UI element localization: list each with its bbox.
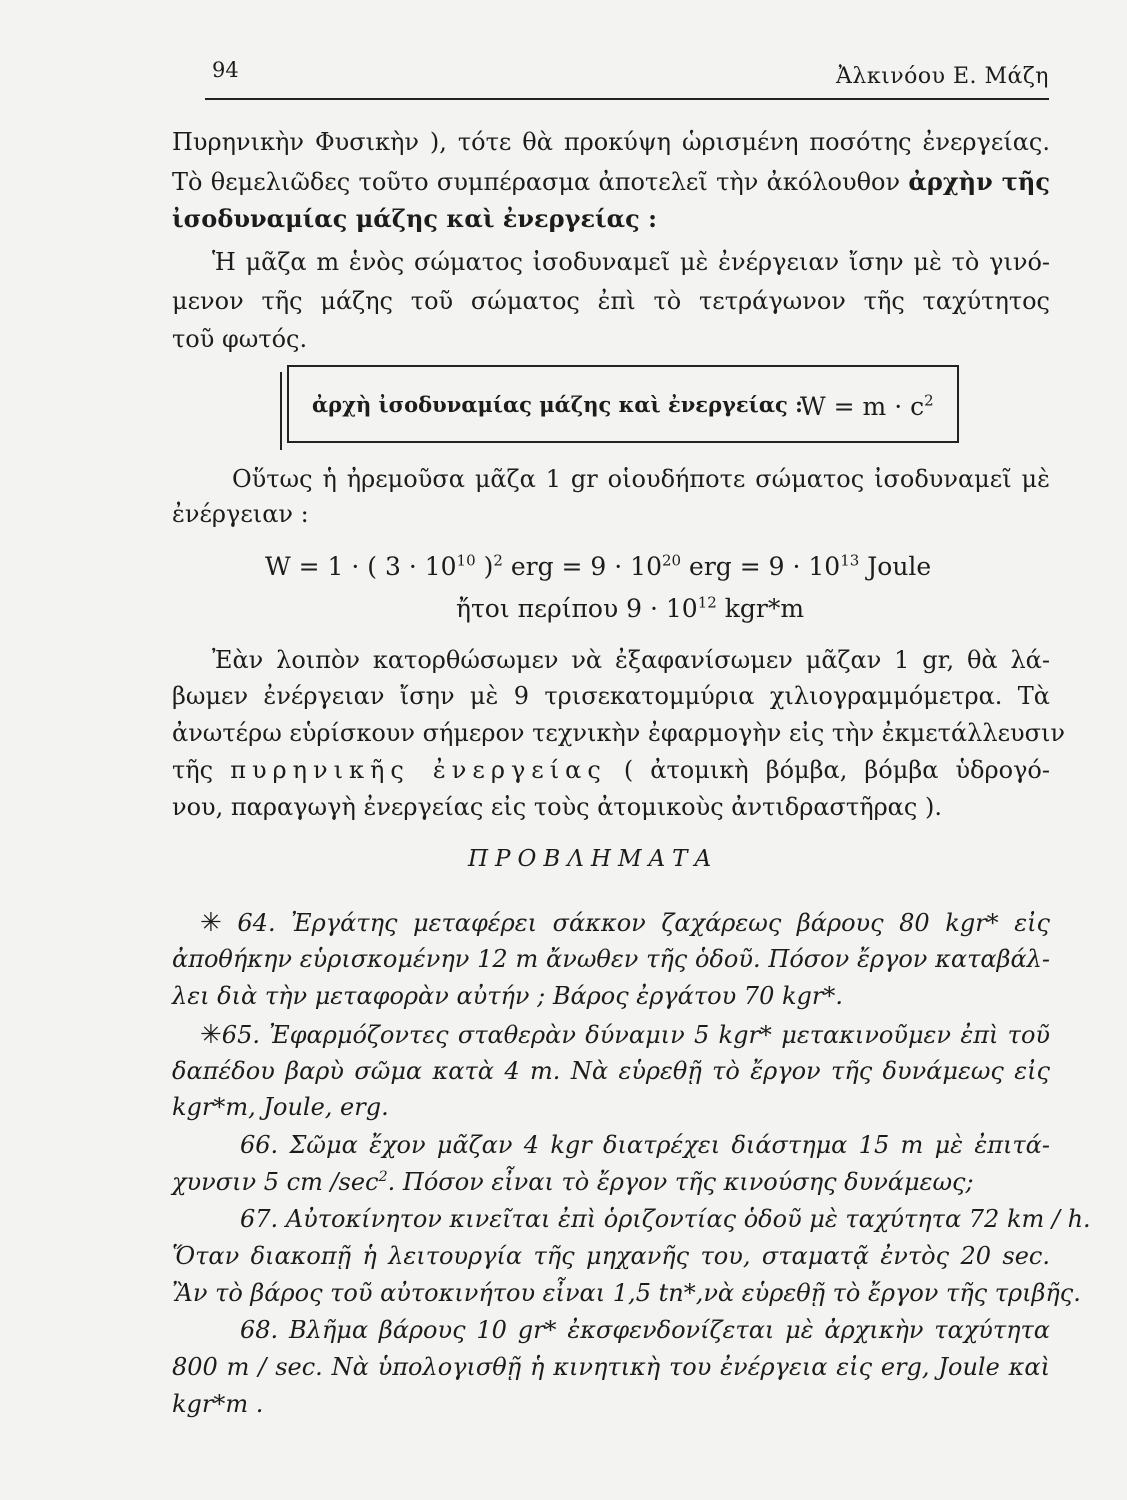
problem-68-line: 68. Βλῆμα βάρους 10 gr* ἐκσφενδονίζεται μὲ ἀρχικὴν ταχύτητα (240, 1316, 1050, 1344)
problem-66-line (172, 1168, 974, 1196)
problem-64-line: λει διὰ τὴν μεταφορὰν αὐτήν ; Βάρος ἐργάτου 70 kgr*. (172, 982, 843, 1010)
text-line: ἐνέργειαν : (172, 500, 309, 528)
text-line (172, 167, 1050, 196)
problem-67-line: 67. Αὐτοκίνητον κινεῖται ἐπὶ ὁριζοντίας ὁδοῦ μὲ ταχύτητα 72 km / h. (240, 1205, 1091, 1233)
principle-box-label: ἀρχὴ ἰσοδυναμίας μάζης καὶ ἐνεργείας : (312, 392, 803, 417)
text-line: μενον τῆς μάζης τοῦ σώματος ἐπὶ τὸ τετράγωνον τῆς ταχύτητος (172, 287, 1050, 315)
problem-text: 64. Ἐργάτης μεταφέρει σάκκον ζαχάρεως βάρους 80 kgr* εἰς (237, 909, 1050, 937)
formula-exponent: 20 (662, 551, 682, 570)
problem-67-line: Ὅταν διακοπῇ ἡ λειτουργία τῆς μηχανῆς του, σταματᾷ ἐντὸς 20 sec. (172, 1242, 1050, 1270)
principle-box-formula (800, 392, 934, 421)
problem-68-line: 800 m / sec. Νὰ ὑπολογισθῇ ἡ κινητικὴ του ἐνέργεια εἰς erg, Joule καὶ (172, 1353, 1050, 1381)
text-line: τοῦ φωτός. (172, 325, 308, 353)
formula-exponent: 12 (697, 593, 717, 612)
formula-part: erg = 9 · 10 (502, 552, 662, 581)
text-line: βωμεν ἐνέργειαν ἴσην μὲ 9 τρισεκατομμύρια χιλιογραμμόμετρα. Τὰ (172, 682, 1050, 710)
asterisk-mark-icon: ✳ (200, 908, 222, 938)
formula-exponent: 10 (456, 551, 476, 570)
text-line: Οὕτως ἡ ἠρεμοῦσα μᾶζα 1 gr οἱουδήποτε σώματος ἰσοδυναμεῖ μὲ (232, 465, 1050, 493)
running-header-author: Ἀλκινόου Ε. Μάζη (836, 64, 1049, 89)
formula-exponent: 2 (378, 1169, 388, 1185)
header-rule (205, 98, 1049, 100)
text-line: ἀνωτέρω εὑρίσκουν σήμερον τεχνικὴν ἐφαρμογὴν εἰς τὴν ἐκμετάλλευσιν (172, 719, 1065, 747)
formula-part: kgr*m (716, 594, 805, 623)
formula-part: Joule (859, 552, 932, 581)
problem-text: χυνσιν 5 cm /sec (172, 1168, 379, 1196)
problem-64-line: ἀποθήκην εὑρισκομένην 12 m ἄνωθεν τῆς ὁδοῦ. Πόσον ἔργον καταβάλ- (172, 945, 1050, 973)
problem-65-line: kgr*m, Joule, erg. (172, 1093, 389, 1121)
box-border-shadow (280, 372, 282, 450)
formula-part: ) (475, 552, 494, 581)
text-span: ( ἀτομικὴ βόμβα, βόμβα ὑδρογό- (623, 756, 1050, 784)
text-line (172, 756, 1050, 784)
principle-term: ἀρχὴν τῆς (908, 167, 1050, 196)
text-span: Τὸ θεμελιῶδες τοῦτο συμπέρασμα ἀποτελεῖ τὴν ἀκόλουθον (172, 168, 901, 196)
problem-65-line (200, 1020, 1050, 1050)
asterisk-mark-icon: ✳ (200, 1020, 222, 1050)
principle-term-line: ἰσοδυναμίας μάζης καὶ ἐνεργείας : (172, 204, 657, 233)
energy-formula (265, 552, 931, 581)
text-line: Ἡ μᾶζα m ἑνὸς σώματος ἰσοδυναμεῖ μὲ ἐνέργειαν ἴσην μὲ τὸ γινό- (212, 248, 1050, 276)
problem-64-line (200, 908, 1050, 938)
text-span: τῆς (172, 756, 214, 784)
text-line: Ἐὰν λοιπὸν κατορθώσωμεν νὰ ἐξαφανίσωμεν μᾶζαν 1 gr, θὰ λά- (212, 646, 1050, 674)
formula-part: ἤτοι περίπου 9 · 10 (456, 594, 698, 623)
text-line: νου, παραγωγὴ ἐνεργείας εἰς τοὺς ἀτομικοὺς ἀντιδραστῆρας ). (172, 793, 942, 821)
problem-text: 65. Ἐφαρμόζοντες σταθερὰν δύναμιν 5 kgr* μετακινοῦμεν ἐπὶ τοῦ (221, 1021, 1050, 1049)
formula-part: erg = 9 · 10 (681, 552, 841, 581)
problem-text: . Πόσον εἶναι τὸ ἔργον τῆς κινούσης δυνάμεως; (387, 1168, 974, 1196)
energy-formula-kgrm (456, 594, 804, 623)
formula-part: W = 1 · ( 3 · 10 (265, 552, 457, 581)
text-line: Πυρηνικὴν Φυσικὴν ), τότε θὰ προκύψη ὡρισμένη ποσότης ἐνεργείας. (172, 128, 1050, 156)
problem-67-line: Ἂν τὸ βάρος τοῦ αὐτοκινήτου εἶναι 1,5 tn*,νὰ εὑρεθῇ τὸ ἔργον τῆς τριβῆς. (172, 1279, 1081, 1307)
problem-65-line: δαπέδου βαρὺ σῶμα κατὰ 4 m. Νὰ εὑρεθῇ τὸ ἔργον τῆς δυνάμεως εἰς (172, 1057, 1050, 1085)
formula-exponent: 2 (493, 551, 503, 570)
problem-66-line: 66. Σῶμα ἔχον μᾶζαν 4 kgr διατρέχει διάστημα 15 m μὲ ἐπιτά- (240, 1131, 1050, 1159)
problems-heading: ΠΡΟΒΛΗΜΑΤΑ (468, 846, 719, 872)
formula-exponent: 13 (840, 551, 860, 570)
spaced-term: πυρηνικῆς ἐνεργείας (230, 756, 607, 784)
formula-exponent: 2 (924, 391, 934, 410)
formula-text: W = m · c (800, 392, 925, 421)
problem-68-line: kgr*m . (172, 1390, 264, 1418)
page-number: 94 (212, 58, 239, 82)
